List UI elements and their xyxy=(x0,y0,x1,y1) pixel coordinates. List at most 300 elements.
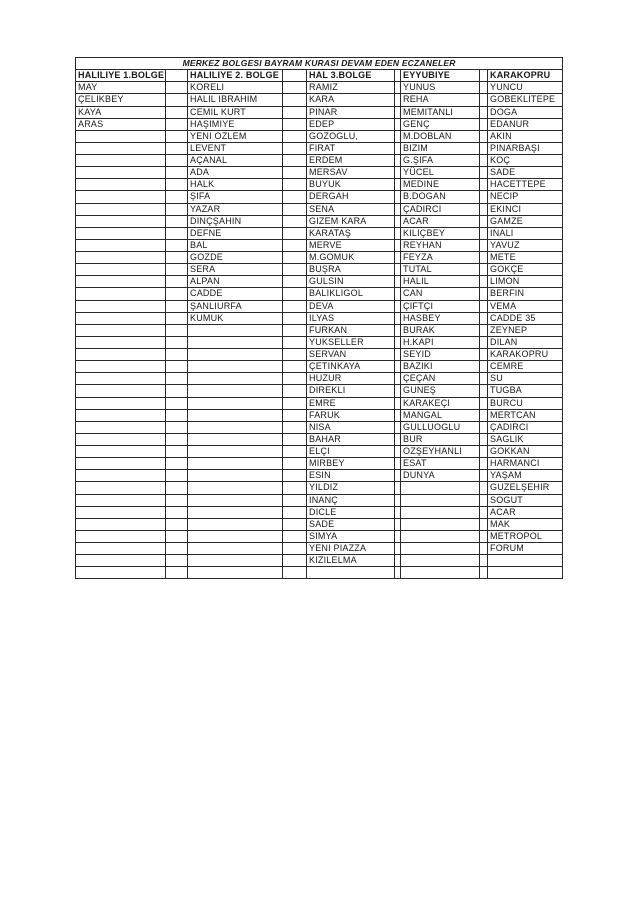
spacer-cell xyxy=(166,530,188,542)
table-cell: BAL xyxy=(188,239,283,251)
table-cell: GULLUOGLU xyxy=(401,421,480,433)
spacer-cell xyxy=(283,155,307,167)
table-cell: MERTCAN xyxy=(488,409,563,421)
table-row xyxy=(76,312,563,324)
table-cell: CADDE 35 xyxy=(488,312,563,324)
table-cell xyxy=(188,518,283,530)
spacer-cell xyxy=(283,118,307,130)
spacer-cell xyxy=(166,312,188,324)
spacer-cell xyxy=(480,494,488,506)
spacer-cell xyxy=(283,203,307,215)
table-cell xyxy=(401,494,480,506)
spacer-cell xyxy=(283,567,307,579)
table-cell xyxy=(401,530,480,542)
table-cell: YENI PIAZZA xyxy=(307,543,395,555)
spacer-cell xyxy=(283,336,307,348)
spacer-cell xyxy=(480,385,488,397)
table-cell: YUKSELLER xyxy=(307,336,395,348)
spacer-cell xyxy=(480,215,488,227)
table-cell xyxy=(188,324,283,336)
table-row xyxy=(76,361,563,373)
spacer-cell xyxy=(166,288,188,300)
table-cell xyxy=(76,264,166,276)
table-cell xyxy=(76,555,166,567)
table-cell: B.DOGAN xyxy=(401,191,480,203)
table-cell: DICLE xyxy=(307,506,395,518)
spacer-cell xyxy=(480,70,488,82)
table-row xyxy=(76,227,563,239)
table-cell: HAŞIMIYE xyxy=(188,118,283,130)
table-cell xyxy=(76,179,166,191)
spacer-cell xyxy=(480,118,488,130)
table-cell xyxy=(401,555,480,567)
table-cell: CAN xyxy=(401,288,480,300)
table-cell: EDEP xyxy=(307,118,395,130)
spacer-cell xyxy=(166,324,188,336)
table-cell: HASBEY xyxy=(401,312,480,324)
table-cell: BIZIM xyxy=(401,142,480,154)
spacer-cell xyxy=(283,324,307,336)
spacer-cell xyxy=(480,567,488,579)
table-cell xyxy=(188,336,283,348)
table-cell: MEDINE xyxy=(401,179,480,191)
table-row xyxy=(76,458,563,470)
spacer-cell xyxy=(166,373,188,385)
spacer-cell xyxy=(166,421,188,433)
table-cell: YUNUS xyxy=(401,82,480,94)
table-cell xyxy=(188,470,283,482)
table-cell xyxy=(76,458,166,470)
spacer-cell xyxy=(166,167,188,179)
spacer-cell xyxy=(480,82,488,94)
table-cell: GOKKAN xyxy=(488,446,563,458)
table-cell: MEMITANLI xyxy=(401,106,480,118)
spacer-cell xyxy=(283,227,307,239)
table-cell xyxy=(76,530,166,542)
column-header-haliliye-1: HALILIYE 1.BOLGE xyxy=(76,70,166,82)
spacer-cell xyxy=(283,167,307,179)
spacer-cell xyxy=(480,470,488,482)
spacer-cell xyxy=(283,446,307,458)
spacer-cell xyxy=(166,385,188,397)
table-cell: REYHAN xyxy=(401,239,480,251)
table-cell xyxy=(76,494,166,506)
table-row xyxy=(76,494,563,506)
spacer-cell xyxy=(480,373,488,385)
spacer-cell xyxy=(166,191,188,203)
table-row xyxy=(76,349,563,361)
table-row xyxy=(76,506,563,518)
spacer-cell xyxy=(283,264,307,276)
spacer-cell xyxy=(480,349,488,361)
table-cell: PINAR xyxy=(307,106,395,118)
table-cell: HARMANCI xyxy=(488,458,563,470)
table-cell xyxy=(188,482,283,494)
spacer-cell xyxy=(166,567,188,579)
table-cell: ÇADIRCI xyxy=(401,203,480,215)
table-cell: BAHAR xyxy=(307,433,395,445)
spacer-cell xyxy=(480,288,488,300)
table-cell: PINARBAŞI xyxy=(488,142,563,154)
spacer-cell xyxy=(480,227,488,239)
spacer-cell xyxy=(480,300,488,312)
table-cell: DINÇŞAHIN xyxy=(188,215,283,227)
table-cell xyxy=(188,361,283,373)
table-cell xyxy=(76,482,166,494)
spacer-cell xyxy=(166,276,188,288)
table-row xyxy=(76,167,563,179)
table-cell: DILAN xyxy=(488,336,563,348)
spacer-cell xyxy=(283,215,307,227)
table-cell xyxy=(76,227,166,239)
pharmacy-table xyxy=(75,57,563,579)
table-cell: BALIKLIGOL xyxy=(307,288,395,300)
table-cell: SERVAN xyxy=(307,349,395,361)
spacer-cell xyxy=(166,543,188,555)
table-cell: HALIL IBRAHIM xyxy=(188,94,283,106)
table-cell: G.ŞIFA xyxy=(401,155,480,167)
table-cell: GENÇ xyxy=(401,118,480,130)
table-cell xyxy=(188,373,283,385)
table-cell xyxy=(401,482,480,494)
table-row xyxy=(76,421,563,433)
table-cell: KUMUK xyxy=(188,312,283,324)
table-cell: KARATAŞ xyxy=(307,227,395,239)
table-cell: VEMA xyxy=(488,300,563,312)
table-cell xyxy=(76,142,166,154)
table-cell: BURAK xyxy=(401,324,480,336)
spacer-cell xyxy=(480,203,488,215)
table-cell: ALPAN xyxy=(188,276,283,288)
table-body xyxy=(76,82,563,579)
spacer-cell xyxy=(166,470,188,482)
spacer-cell xyxy=(480,167,488,179)
table-cell: GOZDE xyxy=(188,252,283,264)
table-cell: KARA xyxy=(307,94,395,106)
table-row xyxy=(76,130,563,142)
table-row xyxy=(76,567,563,579)
table-row xyxy=(76,530,563,542)
table-cell xyxy=(76,397,166,409)
spacer-cell xyxy=(480,276,488,288)
table-cell: BERFIN xyxy=(488,288,563,300)
spacer-cell xyxy=(166,518,188,530)
spacer-cell xyxy=(283,555,307,567)
table-cell: H.KAPI xyxy=(401,336,480,348)
table-cell xyxy=(76,191,166,203)
table-cell xyxy=(76,446,166,458)
spacer-cell xyxy=(480,142,488,154)
table-cell: KORELI xyxy=(188,82,283,94)
column-header-eyyubiye: EYYUBIYE xyxy=(401,70,480,82)
table-cell: GULSIN xyxy=(307,276,395,288)
spacer-cell xyxy=(283,397,307,409)
table-cell xyxy=(76,567,166,579)
table-cell xyxy=(488,567,563,579)
table-cell: MERVE xyxy=(307,239,395,251)
table-cell: ILYAS xyxy=(307,312,395,324)
table-cell: SADE xyxy=(488,167,563,179)
spacer-cell xyxy=(480,155,488,167)
table-row xyxy=(76,82,563,94)
table-cell: BUR xyxy=(401,433,480,445)
table-cell: DIREKLI xyxy=(307,385,395,397)
table-cell: HUZUR xyxy=(307,373,395,385)
table-cell xyxy=(188,433,283,445)
table-cell: SIMYA xyxy=(307,530,395,542)
table-cell xyxy=(188,567,283,579)
spacer-cell xyxy=(480,106,488,118)
table-cell xyxy=(76,288,166,300)
table-cell xyxy=(188,385,283,397)
table-cell: MAK xyxy=(488,518,563,530)
spacer-cell xyxy=(283,421,307,433)
table-cell: KIZILELMA xyxy=(307,555,395,567)
spacer-cell xyxy=(480,361,488,373)
spacer-cell xyxy=(283,312,307,324)
pharmacy-schedule-sheet xyxy=(75,57,562,579)
spacer-cell xyxy=(166,264,188,276)
spacer-cell xyxy=(283,349,307,361)
table-cell xyxy=(188,494,283,506)
table-row xyxy=(76,482,563,494)
table-cell xyxy=(76,203,166,215)
table-cell: ŞIFA xyxy=(188,191,283,203)
table-cell xyxy=(76,373,166,385)
table-cell: DEFNE xyxy=(188,227,283,239)
spacer-cell xyxy=(480,264,488,276)
table-row xyxy=(76,446,563,458)
column-header-karakopru: KARAKOPRU xyxy=(488,70,563,82)
table-cell: CEMIL KURT xyxy=(188,106,283,118)
table-row xyxy=(76,555,563,567)
spacer-cell xyxy=(166,82,188,94)
table-cell xyxy=(76,276,166,288)
spacer-cell xyxy=(166,458,188,470)
table-cell: ADA xyxy=(188,167,283,179)
table-row xyxy=(76,264,563,276)
spacer-cell xyxy=(283,494,307,506)
table-row xyxy=(76,94,563,106)
table-cell: BUYUK xyxy=(307,179,395,191)
table-cell xyxy=(76,506,166,518)
table-cell: HALIL xyxy=(401,276,480,288)
table-cell: ESIN xyxy=(307,470,395,482)
spacer-cell xyxy=(166,361,188,373)
spacer-cell xyxy=(166,70,188,82)
spacer-cell xyxy=(166,155,188,167)
table-cell: HACETTEPE xyxy=(488,179,563,191)
spacer-cell xyxy=(283,361,307,373)
table-cell: YUNCU xyxy=(488,82,563,94)
table-cell xyxy=(76,336,166,348)
table-cell: DUNYA xyxy=(401,470,480,482)
spacer-cell xyxy=(283,409,307,421)
spacer-cell xyxy=(283,130,307,142)
table-cell: SEYID xyxy=(401,349,480,361)
table-cell: HALK xyxy=(188,179,283,191)
table-cell: YILDIZ xyxy=(307,482,395,494)
table-cell: YAZAR xyxy=(188,203,283,215)
table-row xyxy=(76,324,563,336)
table-cell: SAGLIK xyxy=(488,433,563,445)
table-cell: ÇETINKAYA xyxy=(307,361,395,373)
table-cell xyxy=(401,506,480,518)
spacer-cell xyxy=(166,118,188,130)
spacer-cell xyxy=(283,191,307,203)
spacer-cell xyxy=(283,276,307,288)
spacer-cell xyxy=(480,543,488,555)
spacer-cell xyxy=(283,543,307,555)
table-cell xyxy=(76,312,166,324)
spacer-cell xyxy=(283,458,307,470)
spacer-cell xyxy=(166,482,188,494)
spacer-cell xyxy=(166,94,188,106)
spacer-cell xyxy=(283,239,307,251)
spacer-cell xyxy=(480,397,488,409)
table-cell: ESAT xyxy=(401,458,480,470)
table-cell xyxy=(307,567,395,579)
table-cell: INALI xyxy=(488,227,563,239)
table-row xyxy=(76,336,563,348)
spacer-cell xyxy=(480,252,488,264)
spacer-cell xyxy=(480,409,488,421)
spacer-cell xyxy=(480,179,488,191)
table-cell xyxy=(76,252,166,264)
spacer-cell xyxy=(480,130,488,142)
spacer-cell xyxy=(283,433,307,445)
table-cell: REHA xyxy=(401,94,480,106)
spacer-cell xyxy=(283,300,307,312)
spacer-cell xyxy=(283,506,307,518)
table-cell: DEVA xyxy=(307,300,395,312)
table-cell: INANÇ xyxy=(307,494,395,506)
table-row xyxy=(76,142,563,154)
table-cell: CEMRE xyxy=(488,361,563,373)
table-row xyxy=(76,543,563,555)
table-cell xyxy=(188,446,283,458)
table-cell xyxy=(76,543,166,555)
table-cell xyxy=(188,397,283,409)
table-cell: ÇIFTÇI xyxy=(401,300,480,312)
spacer-cell xyxy=(166,409,188,421)
spacer-cell xyxy=(283,530,307,542)
table-cell: TUGBA xyxy=(488,385,563,397)
table-row xyxy=(76,433,563,445)
table-cell xyxy=(188,409,283,421)
table-cell: ERDEM xyxy=(307,155,395,167)
table-cell: ELÇI xyxy=(307,446,395,458)
table-cell: LIMON xyxy=(488,276,563,288)
spacer-cell xyxy=(480,518,488,530)
spacer-cell xyxy=(166,446,188,458)
spacer-cell xyxy=(166,227,188,239)
spacer-cell xyxy=(166,106,188,118)
table-row xyxy=(76,179,563,191)
spacer-cell xyxy=(166,349,188,361)
table-cell: GAMZE xyxy=(488,215,563,227)
table-cell xyxy=(76,324,166,336)
spacer-cell xyxy=(283,106,307,118)
table-cell: AKIN xyxy=(488,130,563,142)
spacer-cell xyxy=(283,70,307,82)
table-cell: ZEYNEP xyxy=(488,324,563,336)
table-cell: GOKÇE xyxy=(488,264,563,276)
spacer-cell xyxy=(166,494,188,506)
table-cell xyxy=(401,567,480,579)
table-cell: EMRE xyxy=(307,397,395,409)
table-cell: FARUK xyxy=(307,409,395,421)
table-cell: ARAS xyxy=(76,118,166,130)
table-row xyxy=(76,385,563,397)
table-row xyxy=(76,106,563,118)
table-cell: GUNEŞ xyxy=(401,385,480,397)
spacer-cell xyxy=(480,446,488,458)
spacer-cell xyxy=(283,518,307,530)
table-row xyxy=(76,252,563,264)
table-cell: YENI OZLEM xyxy=(188,130,283,142)
table-cell xyxy=(188,349,283,361)
spacer-cell xyxy=(166,555,188,567)
table-cell xyxy=(76,385,166,397)
spacer-cell xyxy=(480,336,488,348)
table-row xyxy=(76,470,563,482)
table-cell: LEVENT xyxy=(188,142,283,154)
table-cell xyxy=(188,555,283,567)
spacer-cell xyxy=(480,482,488,494)
table-cell xyxy=(76,409,166,421)
column-header-haliliye-2: HALILIYE 2. BOLGE xyxy=(188,70,283,82)
table-cell xyxy=(401,518,480,530)
table-cell xyxy=(488,555,563,567)
spacer-cell xyxy=(283,288,307,300)
table-cell: FURKAN xyxy=(307,324,395,336)
table-cell: EDANUR xyxy=(488,118,563,130)
table-cell: SENA xyxy=(307,203,395,215)
table-cell: M.GOMUK xyxy=(307,252,395,264)
table-row xyxy=(76,518,563,530)
table-row xyxy=(76,300,563,312)
table-cell xyxy=(76,215,166,227)
table-cell: ÇEÇAN xyxy=(401,373,480,385)
table-row xyxy=(76,373,563,385)
spacer-cell xyxy=(480,191,488,203)
table-row xyxy=(76,191,563,203)
spacer-cell xyxy=(283,385,307,397)
table-cell: MAY xyxy=(76,82,166,94)
spacer-cell xyxy=(480,239,488,251)
header-row xyxy=(76,70,563,82)
table-cell xyxy=(188,506,283,518)
table-cell: ŞANLIURFA xyxy=(188,300,283,312)
table-cell: GUZELŞEHIR xyxy=(488,482,563,494)
table-cell: AÇANAL xyxy=(188,155,283,167)
table-row xyxy=(76,155,563,167)
table-title: MERKEZ BOLGESI BAYRAM KURASI DEVAM EDEN ECZANELER xyxy=(76,58,563,70)
table-cell: DOGA xyxy=(488,106,563,118)
spacer-cell xyxy=(283,94,307,106)
table-row xyxy=(76,118,563,130)
table-cell: M.DOBLAN xyxy=(401,130,480,142)
table-cell xyxy=(76,361,166,373)
table-cell xyxy=(188,530,283,542)
spacer-cell xyxy=(166,142,188,154)
table-row xyxy=(76,215,563,227)
table-cell: YÜCEL xyxy=(401,167,480,179)
spacer-cell xyxy=(166,252,188,264)
table-cell: OZŞEYHANLI xyxy=(401,446,480,458)
table-cell: RAMIZ xyxy=(307,82,395,94)
